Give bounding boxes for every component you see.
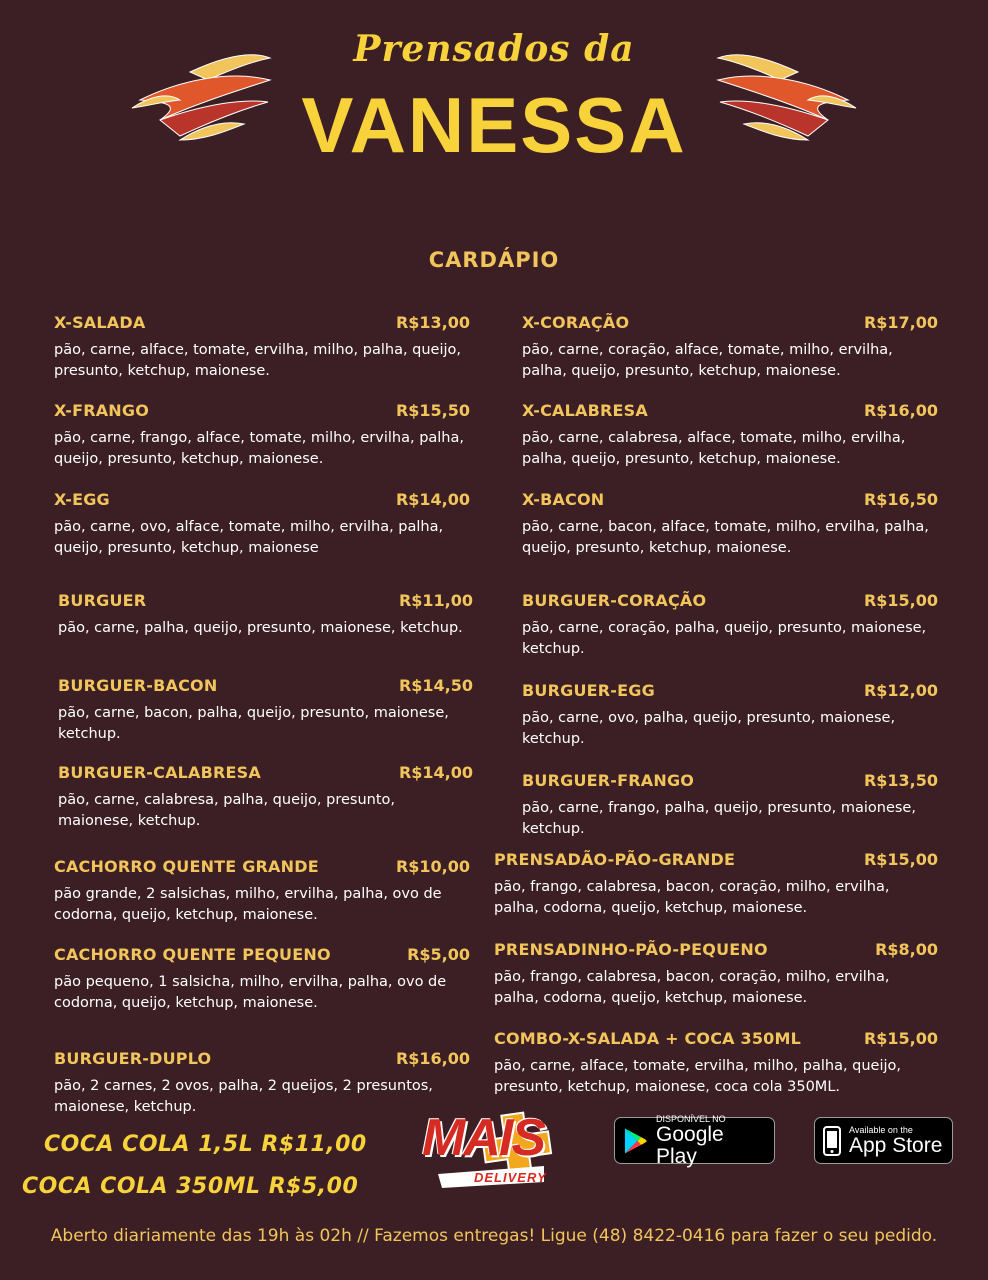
- item-description: pão, carne, coração, palha, queijo, presunto, maionese, ketchup.: [522, 620, 927, 657]
- item-price: R$14,50: [398, 676, 473, 695]
- app-store-big-text: App Store: [849, 1133, 943, 1157]
- item-name: BURGUER-CORAÇÃO: [522, 591, 707, 610]
- logo-main-text: MAIS: [422, 1109, 544, 1167]
- menu-item: [522, 401, 938, 469]
- menu-item: [54, 313, 470, 381]
- item-description: pão pequeno, 1 salsicha, milho, ervilha, palha, ovo de codorna, queijo, ketchup, maionese.: [54, 974, 447, 1011]
- item-description: pão, carne, alface, tomate, ervilha, milho, palha, queijo, presunto, ketchup, maionese.: [54, 342, 462, 379]
- brand-subtitle: Prensados da: [353, 28, 635, 70]
- drink-coca-1-5l: COCA COLA 1,5L R$11,00: [44, 1132, 367, 1157]
- item-price: R$15,50: [395, 401, 470, 420]
- item-description: pão, carne, ovo, palha, queijo, presunto, maionese, ketchup.: [522, 710, 896, 747]
- item-name: PRENSADINHO-PÃO-PEQUENO: [494, 940, 768, 959]
- item-description: pão, frango, calabresa, bacon, coração, milho, ervilha, palha, codorna, queijo, ketchup, maionese.: [494, 969, 890, 1006]
- item-price: R$12,00: [863, 681, 938, 700]
- item-name: X-BACON: [522, 490, 605, 509]
- item-name: X-FRANGO: [54, 401, 150, 420]
- item-price: R$14,00: [398, 763, 473, 782]
- item-description: pão, carne, calabresa, alface, tomate, milho, ervilha, palha, queijo, presunto, ketchup, maionese.: [522, 430, 906, 467]
- item-price: R$16,00: [395, 1049, 470, 1068]
- menu-item: [54, 401, 470, 469]
- item-price: R$11,00: [398, 591, 473, 610]
- item-price: R$15,00: [863, 850, 938, 869]
- item-description: pão, carne, alface, tomate, ervilha, milho, palha, queijo, presunto, ketchup, maionese, coca cola 350ML.: [494, 1058, 902, 1095]
- brand-title: VANESSA: [301, 81, 687, 169]
- google-play-badge[interactable]: [614, 1113, 775, 1168]
- item-name: X-EGG: [54, 490, 110, 509]
- menu-item: [494, 850, 938, 918]
- item-price: R$16,50: [863, 490, 938, 509]
- iphone-icon: [823, 1126, 841, 1156]
- app-store-badge[interactable]: [814, 1117, 953, 1164]
- item-price: R$8,00: [875, 940, 938, 959]
- item-name: BURGUER-BACON: [58, 676, 218, 695]
- item-name: X-CORAÇÃO: [522, 313, 630, 332]
- item-price: R$15,00: [863, 591, 938, 610]
- menu-item: [54, 945, 470, 1013]
- item-name: CACHORRO QUENTE GRANDE: [54, 857, 319, 876]
- menu-item: [522, 591, 938, 659]
- item-price: R$14,00: [395, 490, 470, 509]
- item-price: R$15,00: [863, 1029, 938, 1048]
- menu-item: [58, 676, 473, 744]
- item-name: BURGUER-EGG: [522, 681, 655, 700]
- item-description: pão, carne, palha, queijo, presunto, maionese, ketchup.: [58, 620, 463, 636]
- item-name: PRENSADÃO-PÃO-GRANDE: [494, 850, 736, 869]
- item-name: BURGUER-CALABRESA: [58, 763, 261, 782]
- menu-item: [494, 940, 938, 1008]
- item-price: R$5,00: [407, 945, 470, 964]
- mais-delivery-logo: [416, 1108, 566, 1192]
- menu-item: [522, 490, 938, 558]
- menu-item: [522, 681, 938, 749]
- menu-title: CARDÁPIO: [428, 248, 560, 272]
- item-name: X-CALABRESA: [522, 401, 648, 420]
- item-name: BURGUER: [58, 591, 147, 610]
- google-play-small-text: DISPONÍVEL NO: [656, 1113, 726, 1124]
- item-description: pão, carne, frango, palha, queijo, presunto, maionese, ketchup.: [522, 800, 916, 837]
- item-price: R$10,00: [395, 857, 470, 876]
- menu-item: [494, 1029, 938, 1097]
- item-description: pão, carne, ovo, alface, tomate, milho, ervilha, palha, queijo, presunto, ketchup, maionese: [54, 519, 444, 556]
- item-name: X-SALADA: [54, 313, 146, 332]
- item-description: pão, 2 carnes, 2 ovos, palha, 2 queijos, 2 presuntos, maionese, ketchup.: [54, 1078, 433, 1115]
- item-price: R$16,00: [863, 401, 938, 420]
- drink-coca-350ml: COCA COLA 350ML R$5,00: [22, 1174, 359, 1199]
- item-description: pão, carne, frango, alface, tomate, milho, ervilha, palha, queijo, presunto, ketchup, maionese.: [54, 430, 464, 467]
- item-description: pão, carne, bacon, alface, tomate, milho, ervilha, palha, queijo, presunto, ketchup, maionese.: [522, 519, 929, 556]
- menu-item: [58, 591, 473, 639]
- menu-item: [522, 313, 938, 381]
- item-name: CACHORRO QUENTE PEQUENO: [54, 945, 331, 964]
- app-store-small-text: Available on the: [849, 1124, 913, 1135]
- menu-item: [54, 857, 470, 925]
- item-description: pão, frango, calabresa, bacon, coração, milho, ervilha, palha, codorna, queijo, ketchup, maionese.: [494, 879, 890, 916]
- item-price: R$17,00: [863, 313, 938, 332]
- item-name: COMBO-X-SALADA + COCA 350ML: [494, 1029, 802, 1048]
- google-play-big-text: Google Play: [656, 1122, 724, 1168]
- menu-item: [54, 1049, 470, 1117]
- menu-item: [58, 763, 473, 831]
- item-name: BURGUER-DUPLO: [54, 1049, 212, 1068]
- item-description: pão grande, 2 salsichas, milho, ervilha, palha, ovo de codorna, queijo, ketchup, maionese.: [54, 886, 442, 923]
- menu-item: [54, 490, 470, 558]
- item-description: pão, carne, calabresa, palha, queijo, presunto, maionese, ketchup.: [58, 792, 396, 829]
- item-name: BURGUER-FRANGO: [522, 771, 695, 790]
- item-description: pão, carne, bacon, palha, queijo, presunto, maionese, ketchup.: [58, 705, 449, 742]
- footer-info: Aberto diariamente das 19h às 02h // Fazemos entregas! Ligue (48) 8422-0416 para fazer o seu pedido.: [50, 1226, 938, 1246]
- logo-sub-text: DELIVERY: [474, 1170, 547, 1185]
- google-play-icon: [623, 1127, 648, 1155]
- item-description: pão, carne, coração, alface, tomate, milho, ervilha, palha, queijo, presunto, ketchup, maionese.: [522, 342, 893, 379]
- menu-item: [522, 771, 938, 839]
- item-price: R$13,00: [395, 313, 470, 332]
- item-price: R$13,50: [863, 771, 938, 790]
